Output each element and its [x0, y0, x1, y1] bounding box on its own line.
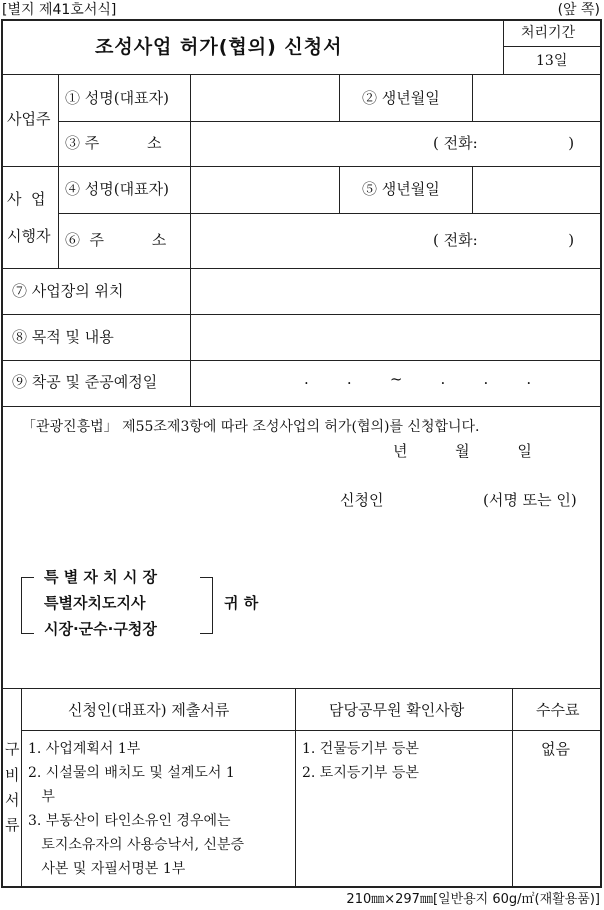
processing-period-label: 처리기간 — [521, 25, 576, 41]
schedule-label: ⑨ 착공 및 준공예정일 — [12, 373, 158, 391]
documents-side-label-1: 구 — [5, 740, 20, 758]
documents-side-label-4: 류 — [5, 816, 20, 834]
list-item: 1. 사업계획서 1부 — [28, 741, 141, 757]
form-title: 조성사업 허가(협의) 신청서 — [95, 36, 343, 58]
list-item: 3. 부동산이 타인소유인 경우에는 — [28, 813, 231, 829]
owner-birth-field[interactable] — [473, 76, 601, 121]
schedule-value: . . ~ . . . — [304, 370, 532, 388]
documents-side-label-3: 서 — [5, 791, 20, 809]
implementer-name-field[interactable] — [191, 167, 339, 213]
list-item: 2. 토지등기부 등본 — [302, 765, 419, 781]
purpose-label: ⑧ 목적 및 내용 — [12, 328, 114, 346]
application-statement: 「관광진흥법」 제55조제3항에 따라 조성사업의 허가(협의)를 신청합니다. — [22, 419, 480, 435]
implementer-birth-label: ⑤ 생년월일 — [362, 180, 440, 198]
submitted-documents-list — [28, 737, 294, 881]
official-check-header: 담당공무원 확인사항 — [329, 701, 465, 719]
implementer-group-label-1: 사 업 — [7, 190, 46, 208]
site-location-label: ⑦ 사업장의 위치 — [12, 282, 124, 300]
processing-period-value: 13일 — [536, 53, 568, 69]
business-owner-group-label: 사업주 — [7, 110, 51, 128]
site-location-field[interactable] — [191, 269, 601, 314]
list-item: 부 — [28, 789, 55, 805]
honorific: 귀 하 — [224, 594, 259, 612]
recipient-2: 특별자치도지사 — [44, 594, 146, 612]
page-side-label: (앞 쪽) — [557, 2, 600, 18]
fee-header: 수수료 — [536, 701, 580, 719]
implementer-birth-field[interactable] — [473, 167, 601, 213]
application-date: 년 월 일 — [393, 442, 532, 460]
owner-address-label: ③ 주 소 — [65, 134, 162, 152]
signature-label: (서명 또는 인) — [483, 491, 577, 509]
applicant-label: 신청인 — [340, 491, 384, 509]
list-item: 2. 시설물의 배치도 및 설계도서 1 — [28, 765, 235, 781]
list-item: 1. 건물등기부 등본 — [302, 741, 419, 757]
implementer-group-label-2: 시행자 — [7, 227, 51, 245]
documents-side-label-2: 비 — [5, 766, 20, 784]
list-item: 사본 및 자필서명본 1부 — [28, 861, 186, 877]
form-number: [별지 제41호서식] — [2, 2, 117, 18]
implementer-name-label: ④ 성명(대표자) — [65, 180, 169, 198]
official-check-list — [302, 737, 510, 785]
implementer-phone-label: ( 전화: ) — [433, 231, 575, 249]
owner-phone-label: ( 전화: ) — [433, 134, 575, 152]
submitted-documents-header: 신청인(대표자) 제출서류 — [68, 701, 230, 719]
list-item: 토지소유자의 사용승낙서, 신분증 — [28, 837, 245, 853]
purpose-field[interactable] — [191, 315, 601, 360]
owner-birth-label: ② 생년월일 — [362, 89, 440, 107]
owner-name-label: ① 성명(대표자) — [65, 89, 169, 107]
implementer-address-label: ⑥ 주 소 — [65, 231, 167, 249]
recipient-1: 특 별 자 치 시 장 — [44, 568, 158, 586]
fee-value: 없음 — [541, 740, 570, 758]
owner-name-field[interactable] — [191, 76, 339, 121]
recipient-3: 시장·군수·구청장 — [44, 620, 157, 638]
recipient-bracket-right — [200, 577, 213, 634]
recipient-bracket-left — [21, 577, 34, 634]
paper-spec-footer: 210㎜×297㎜[일반용지 60g/㎡(재활용품)] — [346, 892, 600, 907]
